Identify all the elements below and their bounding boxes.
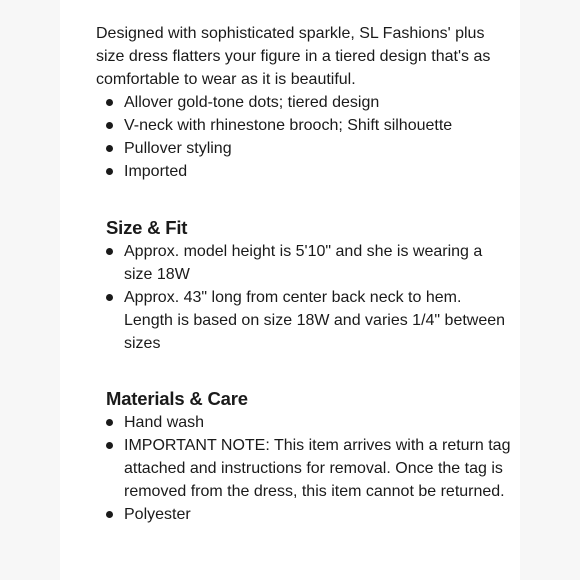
size-fit-item: Approx. 43" long from center back neck to hem. Length is based on size 18W and varies 1/4" between sizes [106,286,514,355]
materials-care-item: IMPORTANT NOTE: This item arrives with a return tag attached and instructions for removal. Once the tag is removed from the dress, this item cannot be returned. [106,434,514,503]
feature-item: Imported [106,160,514,183]
left-margin [0,0,60,580]
size-fit-list [60,240,520,355]
materials-care-item: Hand wash [106,411,514,434]
feature-list [60,91,520,183]
feature-item: Pullover styling [106,137,514,160]
materials-care-list [60,411,520,526]
feature-item: V-neck with rhinestone brooch; Shift silhouette [106,114,514,137]
feature-item: Allover gold-tone dots; tiered design [106,91,514,114]
materials-care-heading: Materials & Care [106,388,248,409]
materials-care-item: Polyester [106,503,514,526]
description-intro: Designed with sophisticated sparkle, SL Fashions' plus size dress flatters your figure in a tiered design that's as comfortable to wear as it is beautiful. [96,25,491,88]
right-margin [520,0,580,580]
size-fit-heading: Size & Fit [106,217,188,238]
size-fit-item: Approx. model height is 5'10" and she is wearing a size 18W [106,240,514,286]
product-description [60,22,520,580]
